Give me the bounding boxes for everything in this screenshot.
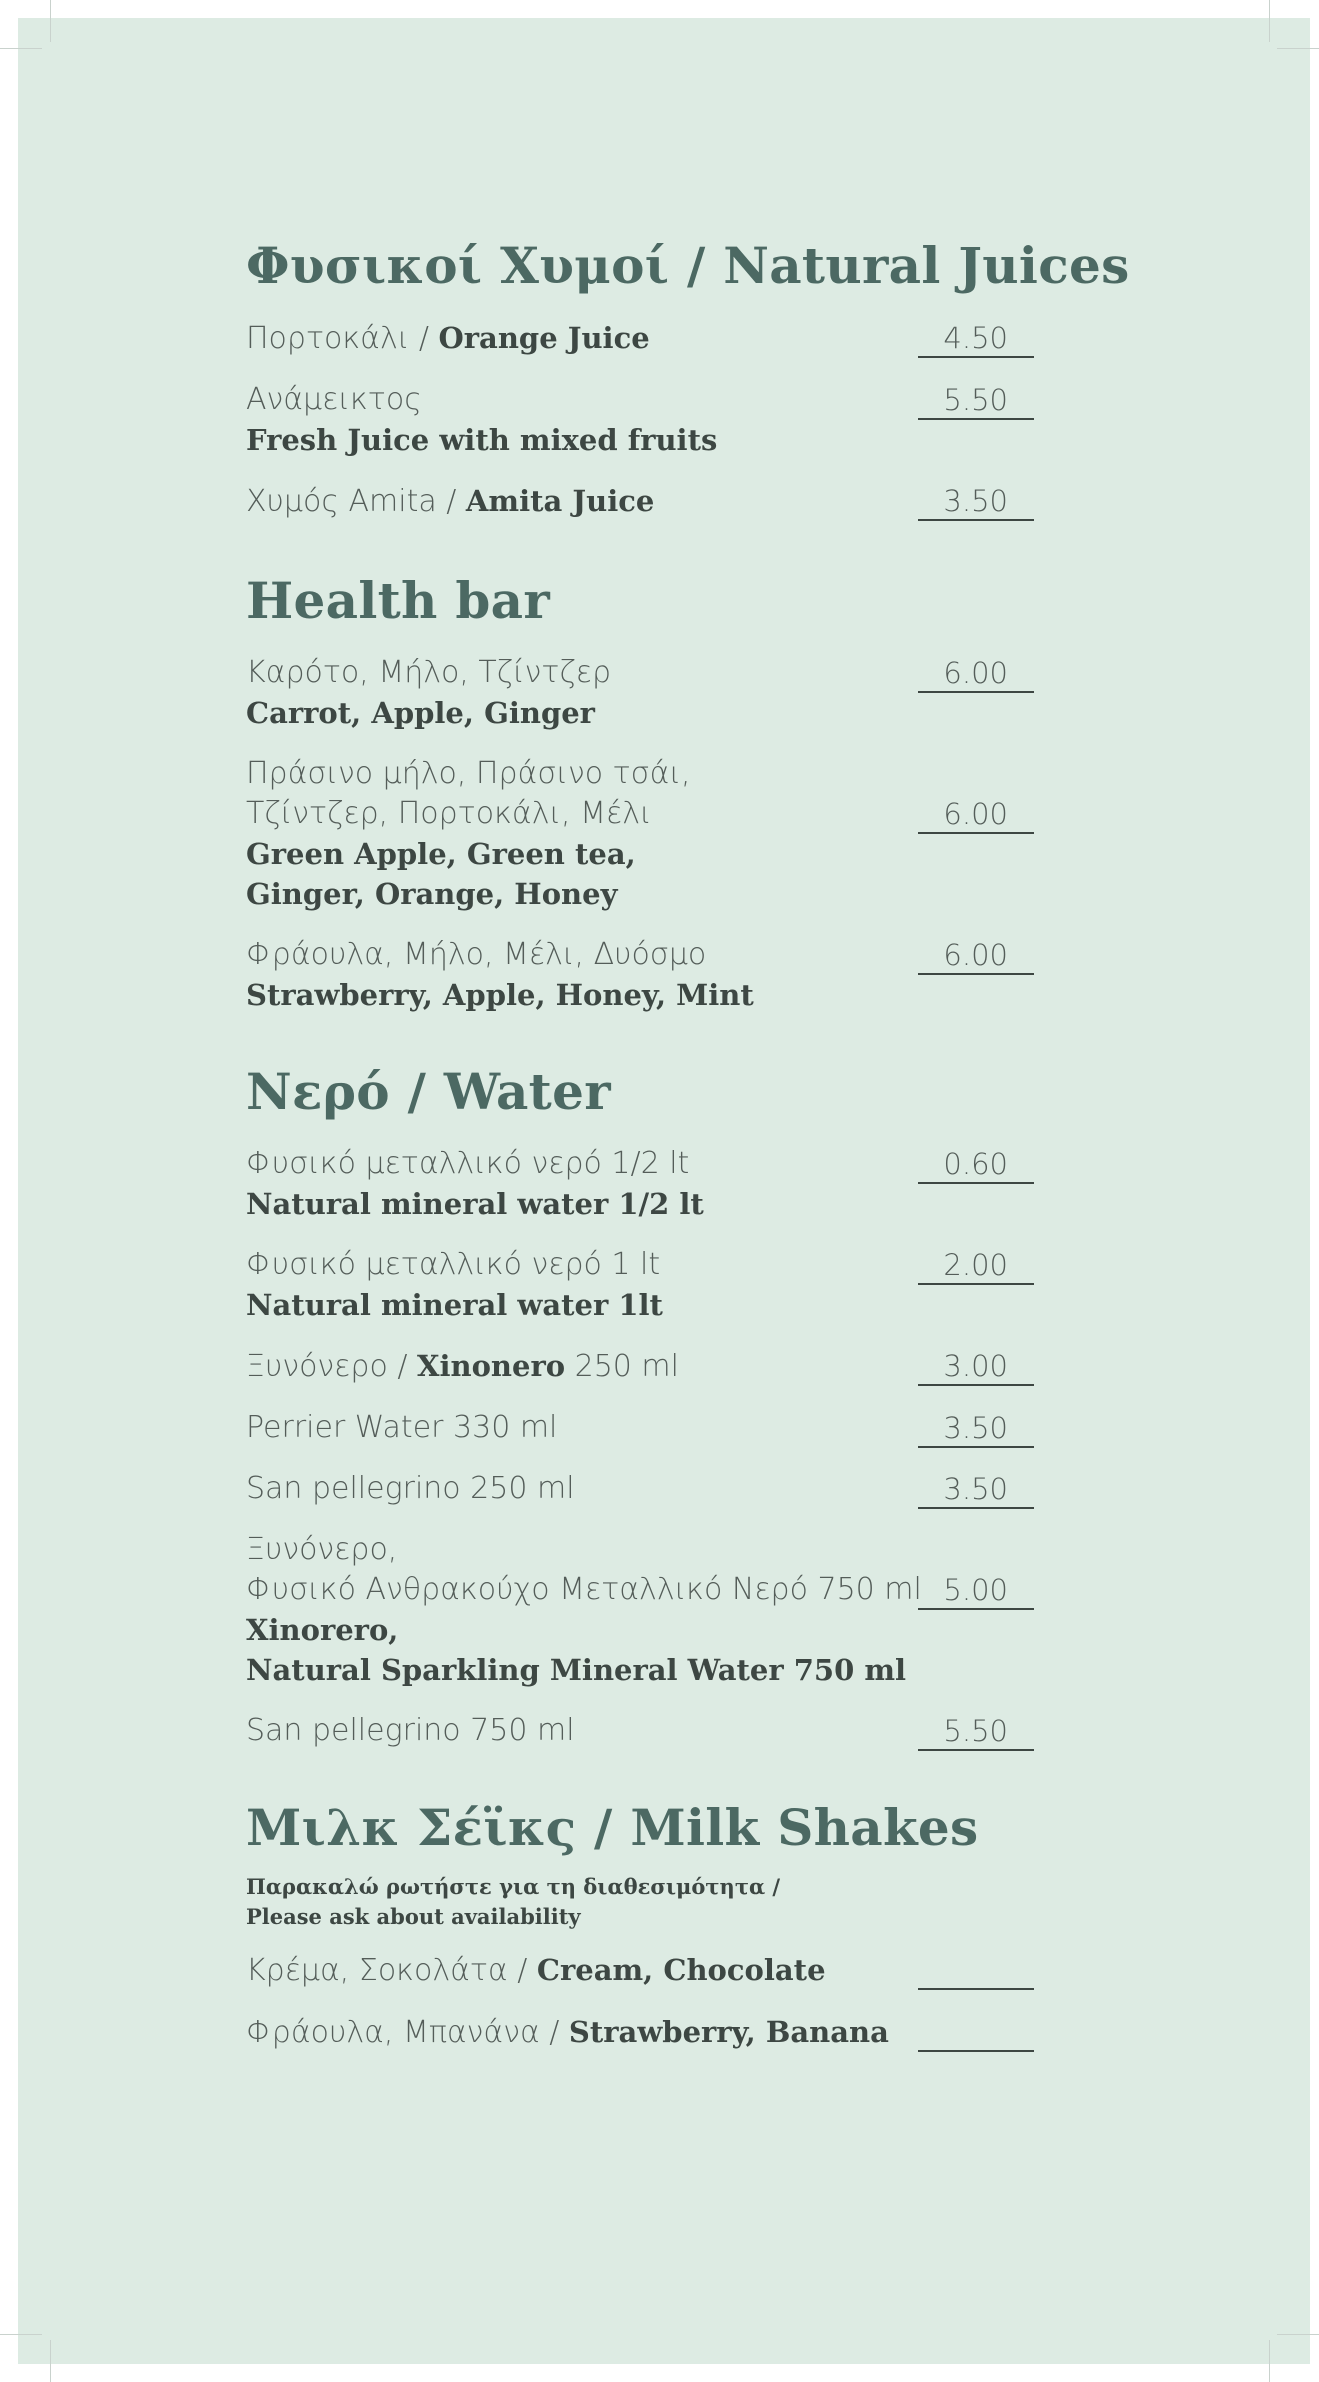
availability-note	[246, 1872, 1034, 1932]
crop-mark	[1269, 2340, 1270, 2382]
menu-item	[246, 1711, 1034, 1751]
crop-mark	[0, 2334, 42, 2335]
item-price: 3.00	[918, 1346, 1034, 1386]
item-price: 6.00	[918, 794, 1034, 834]
item-name-greek: Ξυνόνερο /	[246, 1349, 417, 1384]
item-price: 3.50	[918, 1469, 1034, 1509]
item-price: 5.50	[918, 1711, 1034, 1751]
item-name: San pellegrino 750 ml	[246, 1713, 575, 1748]
item-name: San pellegrino 250 ml	[246, 1471, 575, 1506]
item-name-english: Green Apple, Green tea,	[246, 837, 636, 871]
item-name-greek: Πράσινο μήλο, Πράσινο τσάι,	[246, 756, 691, 791]
section-title-milk-shakes: Μιλκ Σέϊκς / Milk Shakes	[246, 1798, 979, 1857]
item-name-greek: Πορτοκάλι /	[246, 321, 439, 356]
menu-item	[246, 1144, 1034, 1224]
section-title-health-bar: Health bar	[246, 571, 551, 630]
menu-item	[246, 1950, 1034, 1991]
crop-mark	[1277, 2334, 1319, 2335]
availability-note-english: Please ask about availability	[246, 1904, 581, 1929]
item-name-english: Carrot, Apple, Ginger	[246, 696, 595, 730]
menu-item	[246, 1530, 1034, 1690]
item-price: 4.50	[918, 318, 1034, 358]
menu-item	[246, 1408, 1034, 1448]
section-title-water: Νερό / Water	[246, 1062, 611, 1121]
item-name-english: Amita Juice	[465, 484, 655, 518]
menu-item	[246, 1469, 1034, 1509]
menu-content	[246, 236, 1130, 2074]
availability-note-greek: Παρακαλώ ρωτήστε για τη διαθεσιμότητα /	[246, 1874, 781, 1899]
item-name-greek: Φυσικό μεταλλικό νερό 1 lt	[246, 1247, 661, 1282]
item-name-english: Natural Sparkling Mineral Water 750 ml	[246, 1653, 907, 1687]
item-name-english: Xinonero	[416, 1349, 566, 1383]
item-price: 2.00	[918, 1245, 1034, 1285]
menu-item	[246, 380, 1034, 460]
item-price: 3.50	[918, 481, 1034, 521]
item-name-greek: Φυσικό μεταλλικό νερό 1/2 lt	[246, 1146, 690, 1181]
item-name-greek: Φράουλα, Μήλο, Μέλι, Δυόσμο	[246, 937, 707, 972]
item-name: Perrier Water 330 ml	[246, 1410, 558, 1445]
item-name-greek: Καρότο, Μήλο, Τζίντζερ	[246, 655, 612, 690]
item-price: 0.60	[918, 1144, 1034, 1184]
menu-item	[246, 754, 1034, 914]
item-name-english: Strawberry, Banana	[568, 2015, 889, 2049]
item-name-greek: Χυμός Amita /	[246, 484, 466, 519]
item-price	[918, 1950, 1034, 1990]
item-name-greek: Κρέμα, Σοκολάτα /	[246, 1953, 537, 1988]
item-price: 5.00	[918, 1570, 1034, 1610]
menu-item	[246, 318, 1034, 359]
crop-mark	[1277, 48, 1319, 49]
item-name-greek: Ξυνόνερο,	[246, 1532, 398, 1567]
item-name-greek: Φράουλα, Μπανάνα /	[246, 2015, 569, 2050]
item-name-english: Orange Juice	[438, 321, 650, 355]
item-name-english: Xinorero,	[246, 1613, 399, 1647]
menu-item	[246, 2012, 1034, 2053]
menu-item	[246, 1245, 1034, 1325]
item-name-greek: Φυσικό Ανθρακούχο Μεταλλικό Νερό 750 ml	[246, 1572, 922, 1607]
item-name-english: Ginger, Orange, Honey	[246, 877, 618, 911]
item-name-english: Natural mineral water 1lt	[246, 1288, 663, 1322]
item-price: 3.50	[918, 1408, 1034, 1448]
menu-item	[246, 935, 1034, 1015]
item-price: 6.00	[918, 653, 1034, 693]
item-name-english: Fresh Juice with mixed fruits	[246, 423, 718, 457]
crop-mark	[0, 48, 42, 49]
crop-mark	[50, 0, 51, 42]
menu-item	[246, 1346, 1034, 1387]
item-size: 250 ml	[565, 1349, 679, 1384]
item-name-english: Natural mineral water 1/2 lt	[246, 1187, 704, 1221]
item-price: 6.00	[918, 935, 1034, 975]
menu-item	[246, 653, 1034, 733]
crop-mark	[50, 2340, 51, 2382]
item-price	[918, 2012, 1034, 2052]
item-name-greek: Ανάμεικτος	[246, 382, 422, 417]
item-name-greek: Τζίντζερ, Πορτοκάλι, Μέλι	[246, 796, 652, 831]
item-name-english: Cream, Chocolate	[536, 1953, 826, 1987]
item-price: 5.50	[918, 380, 1034, 420]
menu-item	[246, 481, 1034, 522]
section-title-natural-juices: Φυσικοί Χυμοί / Natural Juices	[246, 236, 1130, 295]
crop-mark	[1269, 0, 1270, 42]
item-name-english: Strawberry, Apple, Honey, Mint	[246, 978, 754, 1012]
